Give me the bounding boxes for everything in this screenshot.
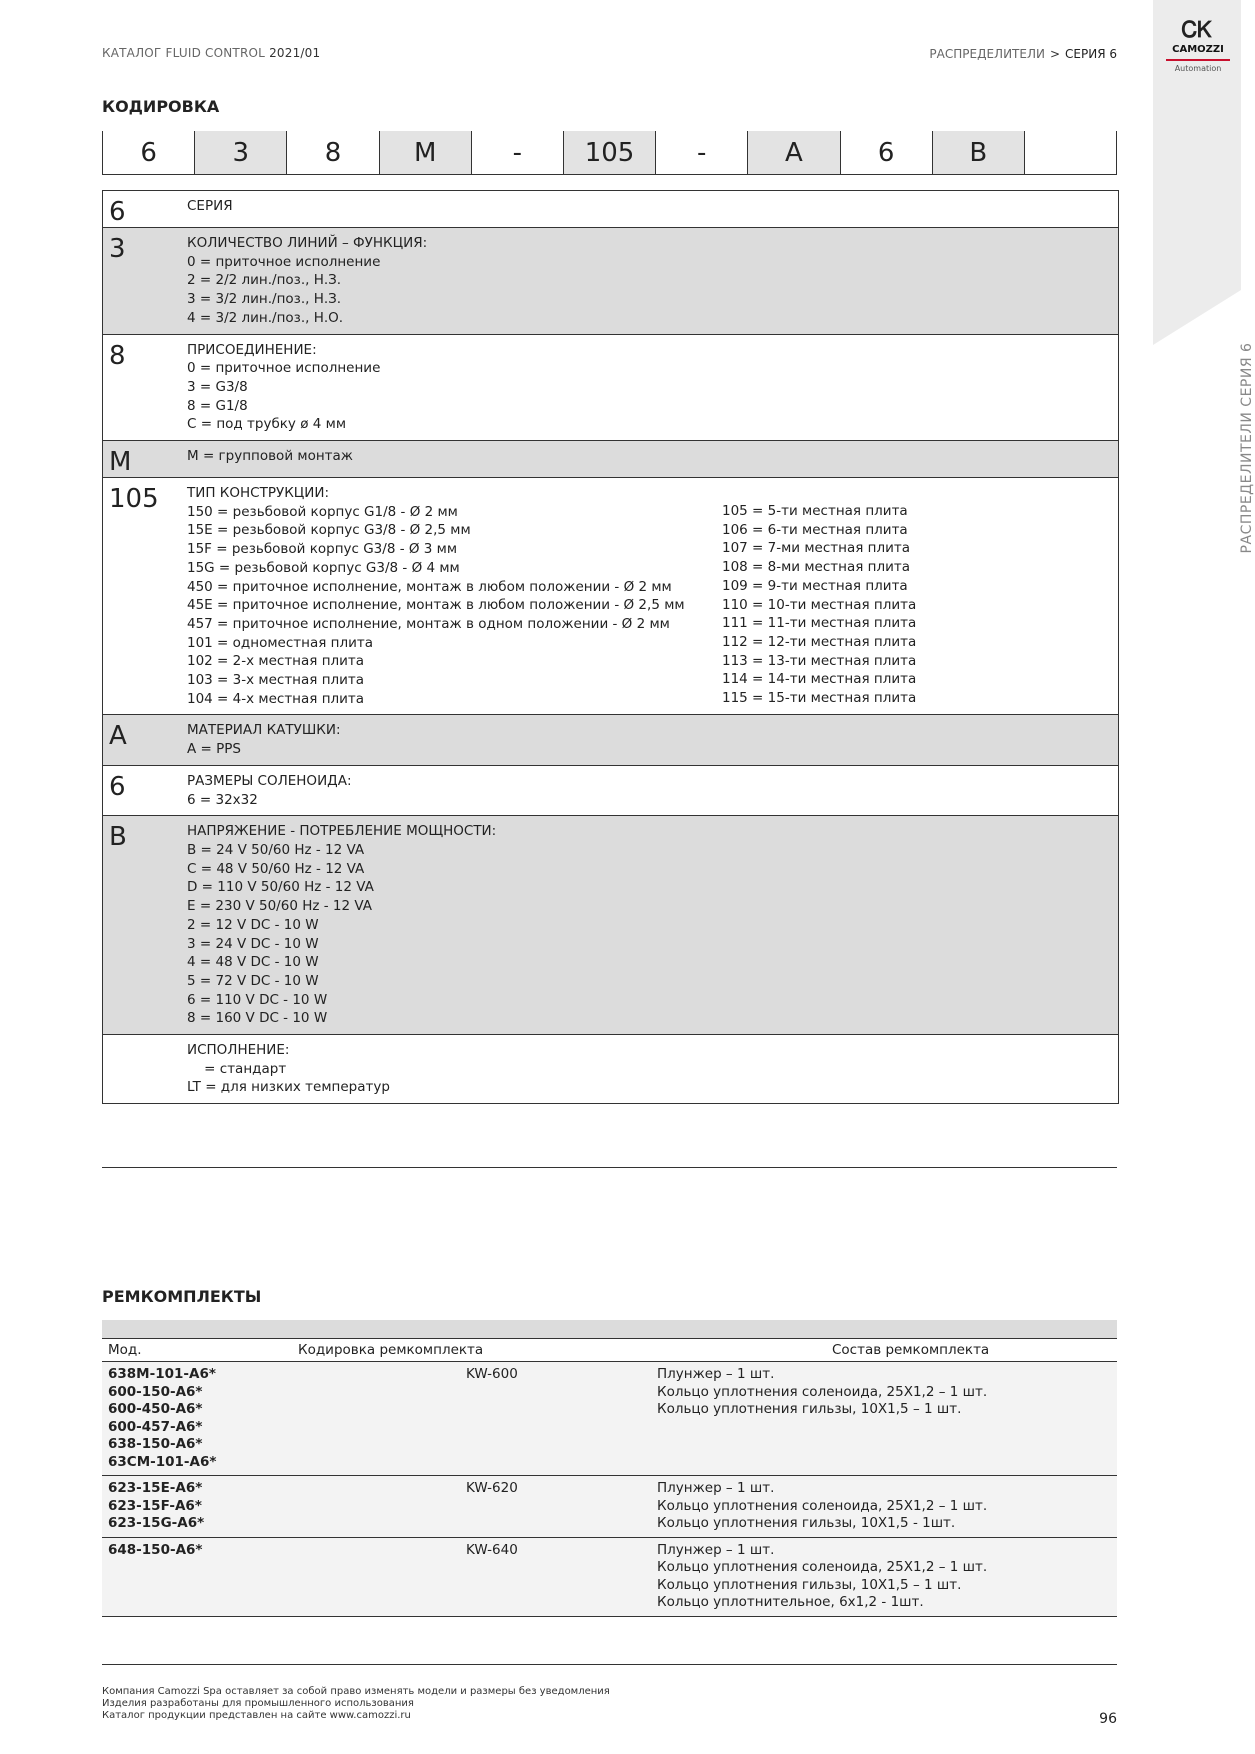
kit-item: Кольцо уплотнения гильзы, 10X1,5 - 1шт. xyxy=(657,1515,956,1531)
side-section-label: РАСПРЕДЕЛИТЕЛИ СЕРИЯ 6 xyxy=(1239,342,1255,554)
repair-title: РЕМКОМПЛЕКТЫ xyxy=(102,1287,262,1306)
coding-line: 5 = 72 V DC - 10 W xyxy=(187,972,319,989)
page-number: 96 xyxy=(1099,1711,1117,1727)
construction-right xyxy=(722,484,916,708)
coding-line: D = 110 V 50/60 Hz - 12 VA xyxy=(187,879,374,896)
coding-line: 8 = 160 V DC - 10 W xyxy=(187,1010,328,1027)
coding-row-construction xyxy=(103,478,1118,715)
col-header-model: Мод. xyxy=(108,1342,142,1358)
repair-header-band xyxy=(102,1320,1117,1339)
breadcrumb xyxy=(929,47,1117,61)
coding-line: C = под трубку ø 4 мм xyxy=(187,416,347,433)
col-header-contents: Состав ремкомплекта xyxy=(832,1342,990,1358)
kit-item: Кольцо уплотнения соленоида, 25X1,2 – 1 шт. xyxy=(657,1497,988,1514)
coding-line: 2 = 2/2 лин./поз., Н.З. xyxy=(187,272,342,289)
coding-line: = стандарт xyxy=(187,1060,287,1077)
coding-line: 103 = 3-х местная плита xyxy=(187,672,365,689)
code-cell: 105 xyxy=(563,131,655,174)
model-code: 623-15F-A6* xyxy=(108,1497,202,1514)
coding-line: 102 = 2-х местная плита xyxy=(187,653,365,670)
coding-row xyxy=(103,816,1118,1035)
construction-columns xyxy=(187,484,1118,708)
coding-line: 114 = 14-ти местная плита xyxy=(722,671,917,688)
catalog-edition: 2021/01 xyxy=(269,46,321,60)
breadcrumb-current: СЕРИЯ 6 xyxy=(1065,47,1117,61)
coding-line: НАПРЯЖЕНИЕ - ПОТРЕБЛЕНИЕ МОЩНОСТИ: xyxy=(187,823,497,840)
kit-item: Плунжер – 1 шт. xyxy=(657,1366,775,1382)
coding-line: 6 = 32x32 xyxy=(187,791,258,808)
coding-key: M xyxy=(109,447,132,478)
catalog-header xyxy=(102,46,320,60)
coding-line: M = групповой монтаж xyxy=(187,448,353,465)
coding-title: КОДИРОВКА xyxy=(102,97,220,116)
coding-line: 111 = 11-ти местная плита xyxy=(722,615,917,632)
model-code: 623-15E-A6* xyxy=(108,1480,203,1496)
coding-line: 15G = резьбовой корпус G3/8 - Ø 4 мм xyxy=(187,559,460,576)
breadcrumb-separator: > xyxy=(1049,47,1061,61)
coding-table xyxy=(102,190,1119,1104)
coding-description xyxy=(187,715,1118,764)
coding-line: ТИП КОНСТРУКЦИИ: xyxy=(187,485,330,502)
catalog-name: КАТАЛОГ FLUID CONTROL xyxy=(102,46,266,60)
kit-code: KW-640 xyxy=(466,1541,518,1558)
code-cell: A xyxy=(747,131,839,174)
coding-line: 150 = резьбовой корпус G1/8 - Ø 2 мм xyxy=(187,503,458,520)
coding-line: 115 = 15-ти местная плита xyxy=(722,690,917,707)
coding-key: 6 xyxy=(109,771,126,802)
coding-line: 0 = приточное исполнение xyxy=(187,360,381,377)
coding-line: B = 24 V 50/60 Hz - 12 VA xyxy=(187,841,365,858)
kit-contents xyxy=(657,1542,1117,1612)
coding-row xyxy=(103,228,1118,335)
coding-description xyxy=(187,441,1118,477)
brand-name: CAMOZZI xyxy=(1172,44,1224,55)
coding-row xyxy=(103,191,1118,228)
coding-description xyxy=(187,766,1118,815)
model-code: 638M-101-A6* xyxy=(108,1366,216,1382)
coding-line: 4 = 48 V DC - 10 W xyxy=(187,954,319,971)
code-cell: B xyxy=(932,131,1024,174)
kit-code: KW-600 xyxy=(466,1366,518,1382)
coding-description xyxy=(187,816,1118,1034)
model-cell xyxy=(102,1542,362,1612)
footer-notes xyxy=(102,1686,610,1722)
coding-line: 101 = одноместная плита xyxy=(187,634,373,651)
repair-table xyxy=(102,1320,1117,1617)
coding-key: A xyxy=(109,721,127,752)
kit-item: Кольцо уплотнительное, 6x1,2 - 1шт. xyxy=(657,1594,924,1610)
repair-header-row xyxy=(102,1339,1117,1362)
coding-key xyxy=(103,1035,187,1103)
code-cell: 6 xyxy=(102,131,194,174)
breadcrumb-parent[interactable]: РАСПРЕДЕЛИТЕЛИ xyxy=(929,47,1045,61)
coding-line: 3 = 24 V DC - 10 W xyxy=(187,935,319,952)
kit-item: Кольцо уплотнения гильзы, 10X1,5 – 1 шт. xyxy=(657,1401,962,1417)
kit-item: Кольцо уплотнения соленоида, 25X1,2 – 1 шт. xyxy=(657,1383,988,1400)
coding-line: 2 = 12 V DC - 10 W xyxy=(187,916,319,933)
code-cell: 3 xyxy=(194,131,286,174)
coding-line: 104 = 4-х местная плита xyxy=(187,690,365,707)
coding-line: МАТЕРИАЛ КАТУШКИ: xyxy=(187,722,341,739)
coding-row xyxy=(103,441,1118,478)
kit-item: Плунжер – 1 шт. xyxy=(657,1541,775,1558)
coding-line: 108 = 8-ми местная плита xyxy=(722,559,911,576)
brand-accent-line xyxy=(1166,59,1230,61)
repair-table-body xyxy=(102,1362,1117,1617)
coding-line: КОЛИЧЕСТВО ЛИНИЙ – ФУНКЦИЯ: xyxy=(187,235,428,251)
coding-line: 3 = G3/8 xyxy=(187,378,248,395)
table-row xyxy=(102,1362,1117,1476)
coding-line: 106 = 6-ти местная плита xyxy=(722,521,908,538)
coding-description xyxy=(187,1035,1118,1103)
coding-line: E = 230 V 50/60 Hz - 12 VA xyxy=(187,898,372,915)
coding-line: РАЗМЕРЫ СОЛЕНОИДА: xyxy=(187,772,352,789)
model-code: 600-150-A6* xyxy=(108,1383,203,1400)
model-cell xyxy=(102,1366,362,1471)
code-cell: 8 xyxy=(286,131,378,174)
coding-description xyxy=(187,191,1118,227)
coding-line: 6 = 110 V DC - 10 W xyxy=(187,991,328,1008)
coding-key: B xyxy=(109,822,127,853)
kit-contents xyxy=(657,1480,1117,1533)
coding-row xyxy=(103,1035,1118,1103)
coding-line: 457 = приточное исполнение, монтаж в одном положении - Ø 2 мм xyxy=(187,615,670,632)
coding-description xyxy=(187,478,1118,714)
coding-line: 8 = G1/8 xyxy=(187,397,248,414)
coding-line: 107 = 7-ми местная плита xyxy=(722,540,911,557)
coding-line: СЕРИЯ xyxy=(187,198,233,214)
coding-line: 113 = 13-ти местная плита xyxy=(722,652,917,669)
coding-line: 0 = приточное исполнение xyxy=(187,253,381,270)
code-cell: - xyxy=(471,131,563,174)
code-cell: M xyxy=(379,131,471,174)
footer-line: Компания Camozzi Spa оставляет за собой право изменять модели и размеры без уведомления xyxy=(102,1686,610,1697)
coding-line: 15F = резьбовой корпус G3/8 - Ø 3 мм xyxy=(187,541,458,558)
coding-line: 450 = приточное исполнение, монтаж в любом положении - Ø 2 мм xyxy=(187,578,672,595)
coding-key: 6 xyxy=(109,197,126,227)
footer-rule xyxy=(102,1664,1117,1665)
code-cell xyxy=(1024,131,1117,174)
coding-line: 112 = 12-ти местная плита xyxy=(722,633,917,650)
coding-line: ПРИСОЕДИНЕНИЕ: xyxy=(187,341,317,358)
model-code: 600-457-A6* xyxy=(108,1418,203,1435)
brand-subtitle: Automation xyxy=(1174,64,1222,73)
table-row xyxy=(102,1538,1117,1617)
coding-line: 4 = 3/2 лин./поз., Н.О. xyxy=(187,309,344,326)
kit-item: Кольцо уплотнения соленоида, 25X1,2 – 1 шт. xyxy=(657,1559,988,1575)
coding-key: 8 xyxy=(109,340,126,371)
table-row xyxy=(102,1476,1117,1538)
coding-row xyxy=(103,715,1118,765)
coding-line: ИСПОЛНЕНИЕ: xyxy=(187,1042,290,1059)
footer-line: Изделия разработаны для промышленного использования xyxy=(102,1698,414,1709)
divider-rule xyxy=(102,1167,1117,1168)
model-code: 600-450-A6* xyxy=(108,1401,203,1417)
coding-line: 15E = резьбовой корпус G3/8 - Ø 2,5 мм xyxy=(187,522,471,539)
coding-description xyxy=(187,335,1118,441)
coding-line: A = PPS xyxy=(187,741,241,758)
kit-code: KW-620 xyxy=(466,1480,518,1496)
code-cell: 6 xyxy=(840,131,932,174)
construction-left xyxy=(187,484,722,708)
coding-key: 105 xyxy=(109,484,159,515)
model-cell xyxy=(102,1480,362,1533)
coding-row xyxy=(103,335,1118,442)
code-strip xyxy=(102,131,1117,175)
coding-line: 109 = 9-ти местная плита xyxy=(722,577,908,594)
model-code: 63CM-101-A6* xyxy=(108,1453,217,1470)
side-band-corner xyxy=(1153,290,1241,345)
coding-line: LT = для низких температур xyxy=(187,1079,390,1096)
coding-key: 3 xyxy=(109,234,126,264)
footer-line: Каталог продукции представлен на сайте www.camozzi.ru xyxy=(102,1710,411,1721)
code-cell: - xyxy=(655,131,747,174)
kit-item: Плунжер – 1 шт. xyxy=(657,1480,775,1496)
kit-contents xyxy=(657,1366,1117,1471)
coding-line: C = 48 V 50/60 Hz - 12 VA xyxy=(187,860,365,877)
coding-line: 45E = приточное исполнение, монтаж в любом положении - Ø 2,5 мм xyxy=(187,597,685,614)
coding-row xyxy=(103,766,1118,816)
camozzi-logo-icon: ᏟᏦ xyxy=(1181,18,1213,43)
model-code: 638-150-A6* xyxy=(108,1436,203,1452)
kit-item: Кольцо уплотнения гильзы, 10X1,5 – 1 шт. xyxy=(657,1576,962,1593)
coding-line: 3 = 3/2 лин./поз., Н.З. xyxy=(187,291,342,308)
model-code: 648-150-A6* xyxy=(108,1541,203,1558)
model-code: 623-15G-A6* xyxy=(108,1515,205,1531)
coding-description xyxy=(187,228,1118,334)
col-header-kit: Кодировка ремкомплекта xyxy=(298,1342,484,1358)
coding-line: 110 = 10-ти местная плита xyxy=(722,596,917,613)
coding-line: 105 = 5-ти местная плита xyxy=(722,503,908,520)
